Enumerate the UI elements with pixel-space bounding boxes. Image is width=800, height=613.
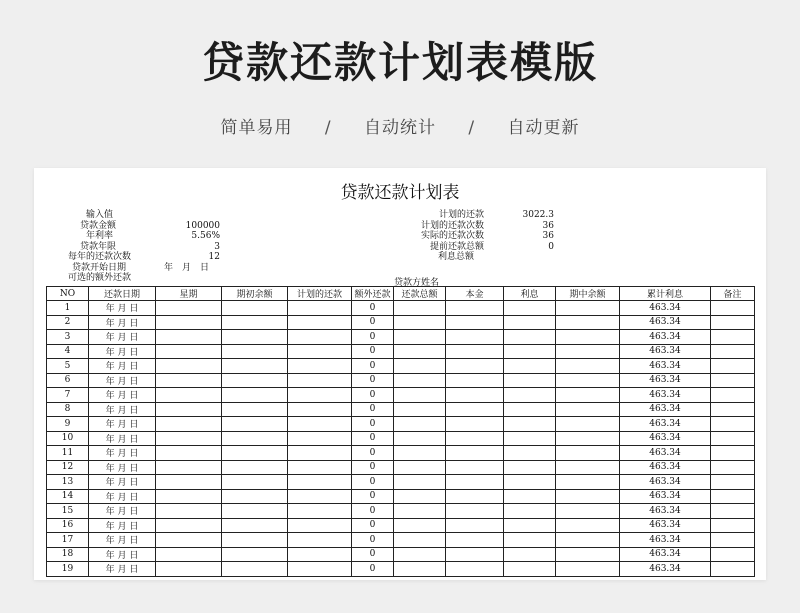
feature-tags	[0, 113, 800, 138]
note-cell[interactable]	[711, 344, 755, 359]
table-row	[47, 518, 755, 533]
ending-balance-cell[interactable]	[556, 489, 620, 504]
date-cell[interactable]: 年 月 日	[89, 315, 156, 330]
opening-balance-cell[interactable]	[222, 344, 288, 359]
ending-balance-cell[interactable]	[556, 547, 620, 562]
loan-years-value[interactable]: 3	[214, 241, 220, 252]
row-number-cell[interactable]: 16	[47, 518, 89, 533]
opening-balance-cell[interactable]	[222, 359, 288, 374]
input-label: 每年的还款次数	[68, 252, 132, 262]
scheduled-payment-cell[interactable]	[288, 431, 352, 446]
ending-balance-cell[interactable]	[556, 518, 620, 533]
weekday-cell[interactable]	[156, 562, 222, 577]
note-cell[interactable]	[711, 402, 755, 417]
extra-payment-cell[interactable]: 0	[352, 504, 394, 519]
weekday-cell[interactable]	[156, 402, 222, 417]
table-row	[47, 344, 755, 359]
inputs-heading: 输入值	[86, 210, 114, 220]
opening-balance-cell[interactable]	[222, 446, 288, 461]
scheduled-payment-cell[interactable]	[288, 301, 352, 316]
principal-cell[interactable]	[446, 489, 504, 504]
sheet-title: 贷款还款计划表	[340, 183, 460, 203]
opening-balance-cell[interactable]	[222, 475, 288, 490]
weekday-cell[interactable]	[156, 475, 222, 490]
tag-auto-stats: 自动统计	[364, 118, 436, 138]
total-payment-cell[interactable]	[394, 431, 446, 446]
row-number-cell[interactable]: 2	[47, 315, 89, 330]
weekday-cell[interactable]	[156, 547, 222, 562]
opening-balance-cell[interactable]	[222, 460, 288, 475]
principal-cell[interactable]	[446, 547, 504, 562]
cumulative-interest-cell[interactable]: 463.34	[620, 475, 711, 490]
interest-cell[interactable]	[504, 446, 556, 461]
extra-payment-cell[interactable]: 0	[352, 446, 394, 461]
principal-cell[interactable]	[446, 504, 504, 519]
table-row	[47, 446, 755, 461]
cumulative-interest-cell[interactable]: 463.34	[620, 388, 711, 403]
row-number-cell[interactable]: 15	[47, 504, 89, 519]
note-cell[interactable]	[711, 460, 755, 475]
cumulative-interest-cell[interactable]: 463.34	[620, 504, 711, 519]
note-cell[interactable]	[711, 301, 755, 316]
note-cell[interactable]	[711, 446, 755, 461]
input-label: 贷款开始日期	[72, 262, 127, 273]
summary-label: 计划的还款	[438, 210, 484, 220]
interest-cell[interactable]	[504, 359, 556, 374]
principal-cell[interactable]	[446, 402, 504, 417]
row-number-cell[interactable]: 12	[47, 460, 89, 475]
opening-balance-cell[interactable]	[222, 388, 288, 403]
total-payment-cell[interactable]	[394, 373, 446, 388]
opening-balance-cell[interactable]	[222, 562, 288, 577]
extra-payment-cell[interactable]: 0	[352, 402, 394, 417]
interest-cell[interactable]	[504, 562, 556, 577]
summary-label: 实际的还款次数	[420, 231, 484, 241]
row-number-cell[interactable]: 9	[47, 417, 89, 432]
summary-value: 36	[542, 231, 554, 241]
interest-cell[interactable]	[504, 547, 556, 562]
table-row	[47, 417, 755, 432]
note-cell[interactable]	[711, 562, 755, 577]
row-number-cell[interactable]: 13	[47, 475, 89, 490]
principal-cell[interactable]	[446, 315, 504, 330]
table-row	[47, 330, 755, 345]
scheduled-payment-cell[interactable]	[288, 446, 352, 461]
weekday-cell[interactable]	[156, 431, 222, 446]
ending-balance-cell[interactable]	[556, 417, 620, 432]
repayment-table	[46, 286, 755, 577]
table-row	[47, 431, 755, 446]
total-payment-cell[interactable]	[394, 359, 446, 374]
note-cell[interactable]	[711, 518, 755, 533]
cumulative-interest-cell[interactable]: 463.34	[620, 359, 711, 374]
interest-cell[interactable]	[504, 344, 556, 359]
weekday-cell[interactable]	[156, 518, 222, 533]
extra-payment-cell[interactable]: 0	[352, 460, 394, 475]
opening-balance-cell[interactable]	[222, 518, 288, 533]
column-header: 额外还款	[352, 287, 394, 301]
ending-balance-cell[interactable]	[556, 344, 620, 359]
weekday-cell[interactable]	[156, 533, 222, 548]
date-cell[interactable]: 年 月 日	[89, 330, 156, 345]
summary-value: 36	[542, 220, 554, 231]
tag-separator: /	[468, 118, 476, 138]
ending-balance-cell[interactable]	[556, 388, 620, 403]
cumulative-interest-cell[interactable]: 463.34	[620, 518, 711, 533]
extra-payment-cell[interactable]: 0	[352, 344, 394, 359]
table-row	[47, 359, 755, 374]
summary-label: 利息总额	[437, 252, 474, 262]
principal-cell[interactable]	[446, 446, 504, 461]
total-payment-cell[interactable]	[394, 402, 446, 417]
principal-cell[interactable]	[446, 562, 504, 577]
opening-balance-cell[interactable]	[222, 489, 288, 504]
total-payment-cell[interactable]	[394, 330, 446, 345]
principal-cell[interactable]	[446, 533, 504, 548]
table-row	[47, 301, 755, 316]
scheduled-payment-cell[interactable]	[288, 460, 352, 475]
interest-cell[interactable]	[504, 373, 556, 388]
table-row	[47, 388, 755, 403]
note-cell[interactable]	[711, 388, 755, 403]
interest-cell[interactable]	[504, 417, 556, 432]
ending-balance-cell[interactable]	[556, 431, 620, 446]
date-cell[interactable]: 年 月 日	[89, 460, 156, 475]
row-number-cell[interactable]: 14	[47, 489, 89, 504]
row-number-cell[interactable]: 5	[47, 359, 89, 374]
opening-balance-cell[interactable]	[222, 431, 288, 446]
weekday-cell[interactable]	[156, 344, 222, 359]
cumulative-interest-cell[interactable]: 463.34	[620, 533, 711, 548]
table-row	[47, 489, 755, 504]
principal-cell[interactable]	[446, 388, 504, 403]
spreadsheet-preview	[34, 168, 766, 580]
interest-cell[interactable]	[504, 475, 556, 490]
date-cell[interactable]: 年 月 日	[89, 344, 156, 359]
table-row	[47, 504, 755, 519]
extra-payment-cell[interactable]: 0	[352, 533, 394, 548]
row-number-cell[interactable]: 11	[47, 446, 89, 461]
scheduled-payment-cell[interactable]	[288, 504, 352, 519]
inputs-labels	[64, 210, 164, 284]
note-cell[interactable]	[711, 359, 755, 374]
note-cell[interactable]	[711, 475, 755, 490]
weekday-cell[interactable]	[156, 373, 222, 388]
extra-payment-cell[interactable]: 0	[352, 489, 394, 504]
row-number-cell[interactable]: 8	[47, 402, 89, 417]
note-cell[interactable]	[711, 547, 755, 562]
extra-payment-cell[interactable]: 0	[352, 475, 394, 490]
total-payment-cell[interactable]	[394, 301, 446, 316]
summary-value: 0	[548, 241, 554, 252]
ending-balance-cell[interactable]	[556, 504, 620, 519]
extra-payment-cell[interactable]: 0	[352, 417, 394, 432]
note-cell[interactable]	[711, 431, 755, 446]
row-number-cell[interactable]: 10	[47, 431, 89, 446]
total-payment-cell[interactable]	[394, 460, 446, 475]
note-cell[interactable]	[711, 533, 755, 548]
extra-payment-cell[interactable]: 0	[352, 518, 394, 533]
summary-labels	[374, 210, 484, 263]
weekday-cell[interactable]	[156, 417, 222, 432]
weekday-cell[interactable]	[156, 489, 222, 504]
scheduled-payment-cell[interactable]	[288, 562, 352, 577]
summary-values	[504, 210, 554, 252]
interest-cell[interactable]	[504, 330, 556, 345]
total-payment-cell[interactable]	[394, 446, 446, 461]
cumulative-interest-cell[interactable]: 463.34	[620, 301, 711, 316]
cumulative-interest-cell[interactable]: 463.34	[620, 315, 711, 330]
interest-cell[interactable]	[504, 533, 556, 548]
opening-balance-cell[interactable]	[222, 402, 288, 417]
opening-balance-cell[interactable]	[222, 315, 288, 330]
ending-balance-cell[interactable]	[556, 315, 620, 330]
date-cell[interactable]: 年 月 日	[89, 446, 156, 461]
cumulative-interest-cell[interactable]: 463.34	[620, 562, 711, 577]
date-cell[interactable]: 年 月 日	[89, 388, 156, 403]
cumulative-interest-cell[interactable]: 463.34	[620, 460, 711, 475]
total-payment-cell[interactable]	[394, 388, 446, 403]
date-cell[interactable]: 年 月 日	[89, 533, 156, 548]
row-number-cell[interactable]: 19	[47, 562, 89, 577]
ending-balance-cell[interactable]	[556, 562, 620, 577]
cumulative-interest-cell[interactable]: 463.34	[620, 330, 711, 345]
interest-cell[interactable]	[504, 489, 556, 504]
payee-label: 贷款方姓名	[394, 278, 440, 288]
total-payment-cell[interactable]	[394, 533, 446, 548]
inputs-values	[164, 221, 220, 263]
date-cell[interactable]: 年 月 日	[89, 504, 156, 519]
summary-label: 计划的还款次数	[420, 220, 484, 231]
interest-cell[interactable]	[504, 301, 556, 316]
input-label: 贷款年限	[80, 241, 117, 252]
opening-balance-cell[interactable]	[222, 373, 288, 388]
total-payment-cell[interactable]	[394, 504, 446, 519]
column-header: 本金	[446, 287, 504, 301]
note-cell[interactable]	[711, 330, 755, 345]
date-cell[interactable]: 年 月 日	[89, 431, 156, 446]
date-cell[interactable]: 年 月 日	[89, 475, 156, 490]
table-row	[47, 402, 755, 417]
principal-cell[interactable]	[446, 475, 504, 490]
interest-cell[interactable]	[504, 315, 556, 330]
table-row	[47, 475, 755, 490]
column-header: 还款总额	[394, 287, 446, 301]
extra-payment-cell[interactable]: 0	[352, 547, 394, 562]
row-number-cell[interactable]: 3	[47, 330, 89, 345]
note-cell[interactable]	[711, 489, 755, 504]
principal-cell[interactable]	[446, 373, 504, 388]
tag-auto-update: 自动更新	[507, 118, 580, 138]
date-cell[interactable]: 年 月 日	[89, 489, 156, 504]
date-cell[interactable]: 年 月 日	[89, 547, 156, 562]
total-payment-cell[interactable]	[394, 315, 446, 330]
interest-cell[interactable]	[504, 402, 556, 417]
cumulative-interest-cell[interactable]: 463.34	[620, 431, 711, 446]
cumulative-interest-cell[interactable]: 463.34	[620, 489, 711, 504]
extra-payment-cell[interactable]: 0	[352, 315, 394, 330]
scheduled-payment-cell[interactable]	[288, 402, 352, 417]
table-row	[47, 315, 755, 330]
principal-cell[interactable]	[446, 431, 504, 446]
scheduled-payment-cell[interactable]	[288, 547, 352, 562]
note-cell[interactable]	[711, 373, 755, 388]
page-title: 贷款还款计划表模版	[201, 38, 598, 87]
date-cell[interactable]: 年 月 日	[89, 562, 156, 577]
principal-cell[interactable]	[446, 417, 504, 432]
ending-balance-cell[interactable]	[556, 373, 620, 388]
weekday-cell[interactable]	[156, 460, 222, 475]
date-cell[interactable]: 年 月 日	[89, 402, 156, 417]
column-header: 计划的还款	[288, 287, 352, 301]
total-payment-cell[interactable]	[394, 489, 446, 504]
ending-balance-cell[interactable]	[556, 301, 620, 316]
input-label: 可选的额外还款	[68, 273, 132, 283]
extra-payment-cell[interactable]: 0	[352, 359, 394, 374]
table-row	[47, 533, 755, 548]
column-header: 期初余额	[222, 287, 288, 301]
date-cell[interactable]: 年 月 日	[89, 301, 156, 316]
weekday-cell[interactable]	[156, 359, 222, 374]
column-header: 还款日期	[89, 287, 156, 301]
weekday-cell[interactable]	[156, 504, 222, 519]
table-row	[47, 373, 755, 388]
note-cell[interactable]	[711, 315, 755, 330]
interest-cell[interactable]	[504, 460, 556, 475]
scheduled-payment-cell[interactable]	[288, 489, 352, 504]
row-number-cell[interactable]: 1	[47, 301, 89, 316]
ending-balance-cell[interactable]	[556, 359, 620, 374]
payments-per-year-value[interactable]: 12	[208, 252, 220, 262]
row-number-cell[interactable]: 7	[47, 388, 89, 403]
summary-label: 提前还款总额	[429, 241, 484, 252]
column-header: NO	[47, 287, 89, 301]
opening-balance-cell[interactable]	[222, 301, 288, 316]
total-payment-cell[interactable]	[394, 475, 446, 490]
tag-separator: /	[324, 118, 332, 138]
opening-balance-cell[interactable]	[222, 417, 288, 432]
table-row	[47, 460, 755, 475]
opening-balance-cell[interactable]	[222, 547, 288, 562]
extra-payment-cell[interactable]: 0	[352, 388, 394, 403]
table-header-row	[47, 287, 755, 301]
total-payment-cell[interactable]	[394, 344, 446, 359]
interest-cell[interactable]	[504, 431, 556, 446]
date-cell[interactable]: 年 月 日	[89, 417, 156, 432]
scheduled-payment-cell[interactable]	[288, 330, 352, 345]
date-cell[interactable]: 年 月 日	[89, 373, 156, 388]
interest-cell[interactable]	[504, 388, 556, 403]
principal-cell[interactable]	[446, 460, 504, 475]
row-number-cell[interactable]: 6	[47, 373, 89, 388]
scheduled-payment-cell[interactable]	[288, 417, 352, 432]
principal-cell[interactable]	[446, 359, 504, 374]
interest-cell[interactable]	[504, 518, 556, 533]
note-cell[interactable]	[711, 504, 755, 519]
date-cell[interactable]: 年 月 日	[89, 359, 156, 374]
scheduled-payment-cell[interactable]	[288, 344, 352, 359]
row-number-cell[interactable]: 17	[47, 533, 89, 548]
row-number-cell[interactable]: 18	[47, 547, 89, 562]
extra-payment-cell[interactable]: 0	[352, 330, 394, 345]
ending-balance-cell[interactable]	[556, 446, 620, 461]
extra-payment-cell[interactable]: 0	[352, 373, 394, 388]
annual-rate-value[interactable]: 5.56%	[191, 231, 220, 241]
ending-balance-cell[interactable]	[556, 533, 620, 548]
row-number-cell[interactable]: 4	[47, 344, 89, 359]
opening-balance-cell[interactable]	[222, 330, 288, 345]
ending-balance-cell[interactable]	[556, 402, 620, 417]
summary-value: 3022.3	[522, 210, 554, 220]
weekday-cell[interactable]	[156, 446, 222, 461]
date-cell[interactable]: 年 月 日	[89, 518, 156, 533]
scheduled-payment-cell[interactable]	[288, 315, 352, 330]
total-payment-cell[interactable]	[394, 547, 446, 562]
column-header: 累计利息	[620, 287, 711, 301]
opening-balance-cell[interactable]	[222, 504, 288, 519]
ending-balance-cell[interactable]	[556, 460, 620, 475]
scheduled-payment-cell[interactable]	[288, 373, 352, 388]
scheduled-payment-cell[interactable]	[288, 475, 352, 490]
weekday-cell[interactable]	[156, 388, 222, 403]
weekday-cell[interactable]	[156, 315, 222, 330]
cumulative-interest-cell[interactable]: 463.34	[620, 547, 711, 562]
cumulative-interest-cell[interactable]: 463.34	[620, 417, 711, 432]
principal-cell[interactable]	[446, 301, 504, 316]
column-header: 期中余额	[556, 287, 620, 301]
ending-balance-cell[interactable]	[556, 475, 620, 490]
cumulative-interest-cell[interactable]: 463.34	[620, 344, 711, 359]
ending-balance-cell[interactable]	[556, 330, 620, 345]
weekday-cell[interactable]	[156, 301, 222, 316]
scheduled-payment-cell[interactable]	[288, 359, 352, 374]
loan-amount-value[interactable]: 100000	[185, 220, 220, 231]
table-row	[47, 562, 755, 577]
input-label: 年利率	[86, 231, 114, 241]
total-payment-cell[interactable]	[394, 562, 446, 577]
table-row	[47, 547, 755, 562]
scheduled-payment-cell[interactable]	[288, 388, 352, 403]
principal-cell[interactable]	[446, 344, 504, 359]
cumulative-interest-cell[interactable]: 463.34	[620, 402, 711, 417]
extra-payment-cell[interactable]: 0	[352, 431, 394, 446]
principal-cell[interactable]	[446, 330, 504, 345]
interest-cell[interactable]	[504, 504, 556, 519]
scheduled-payment-cell[interactable]	[288, 518, 352, 533]
cumulative-interest-cell[interactable]: 463.34	[620, 446, 711, 461]
weekday-cell[interactable]	[156, 330, 222, 345]
extra-payment-cell[interactable]: 0	[352, 301, 394, 316]
cumulative-interest-cell[interactable]: 463.34	[620, 373, 711, 388]
opening-balance-cell[interactable]	[222, 533, 288, 548]
column-header: 星期	[156, 287, 222, 301]
start-date-value[interactable]: 年 月 日	[164, 262, 210, 273]
total-payment-cell[interactable]	[394, 417, 446, 432]
tag-easy: 简单易用	[220, 118, 293, 138]
input-label: 贷款金额	[80, 220, 117, 231]
column-header: 备注	[711, 287, 755, 301]
note-cell[interactable]	[711, 417, 755, 432]
column-header: 利息	[504, 287, 556, 301]
scheduled-payment-cell[interactable]	[288, 533, 352, 548]
principal-cell[interactable]	[446, 518, 504, 533]
extra-payment-cell[interactable]: 0	[352, 562, 394, 577]
total-payment-cell[interactable]	[394, 518, 446, 533]
